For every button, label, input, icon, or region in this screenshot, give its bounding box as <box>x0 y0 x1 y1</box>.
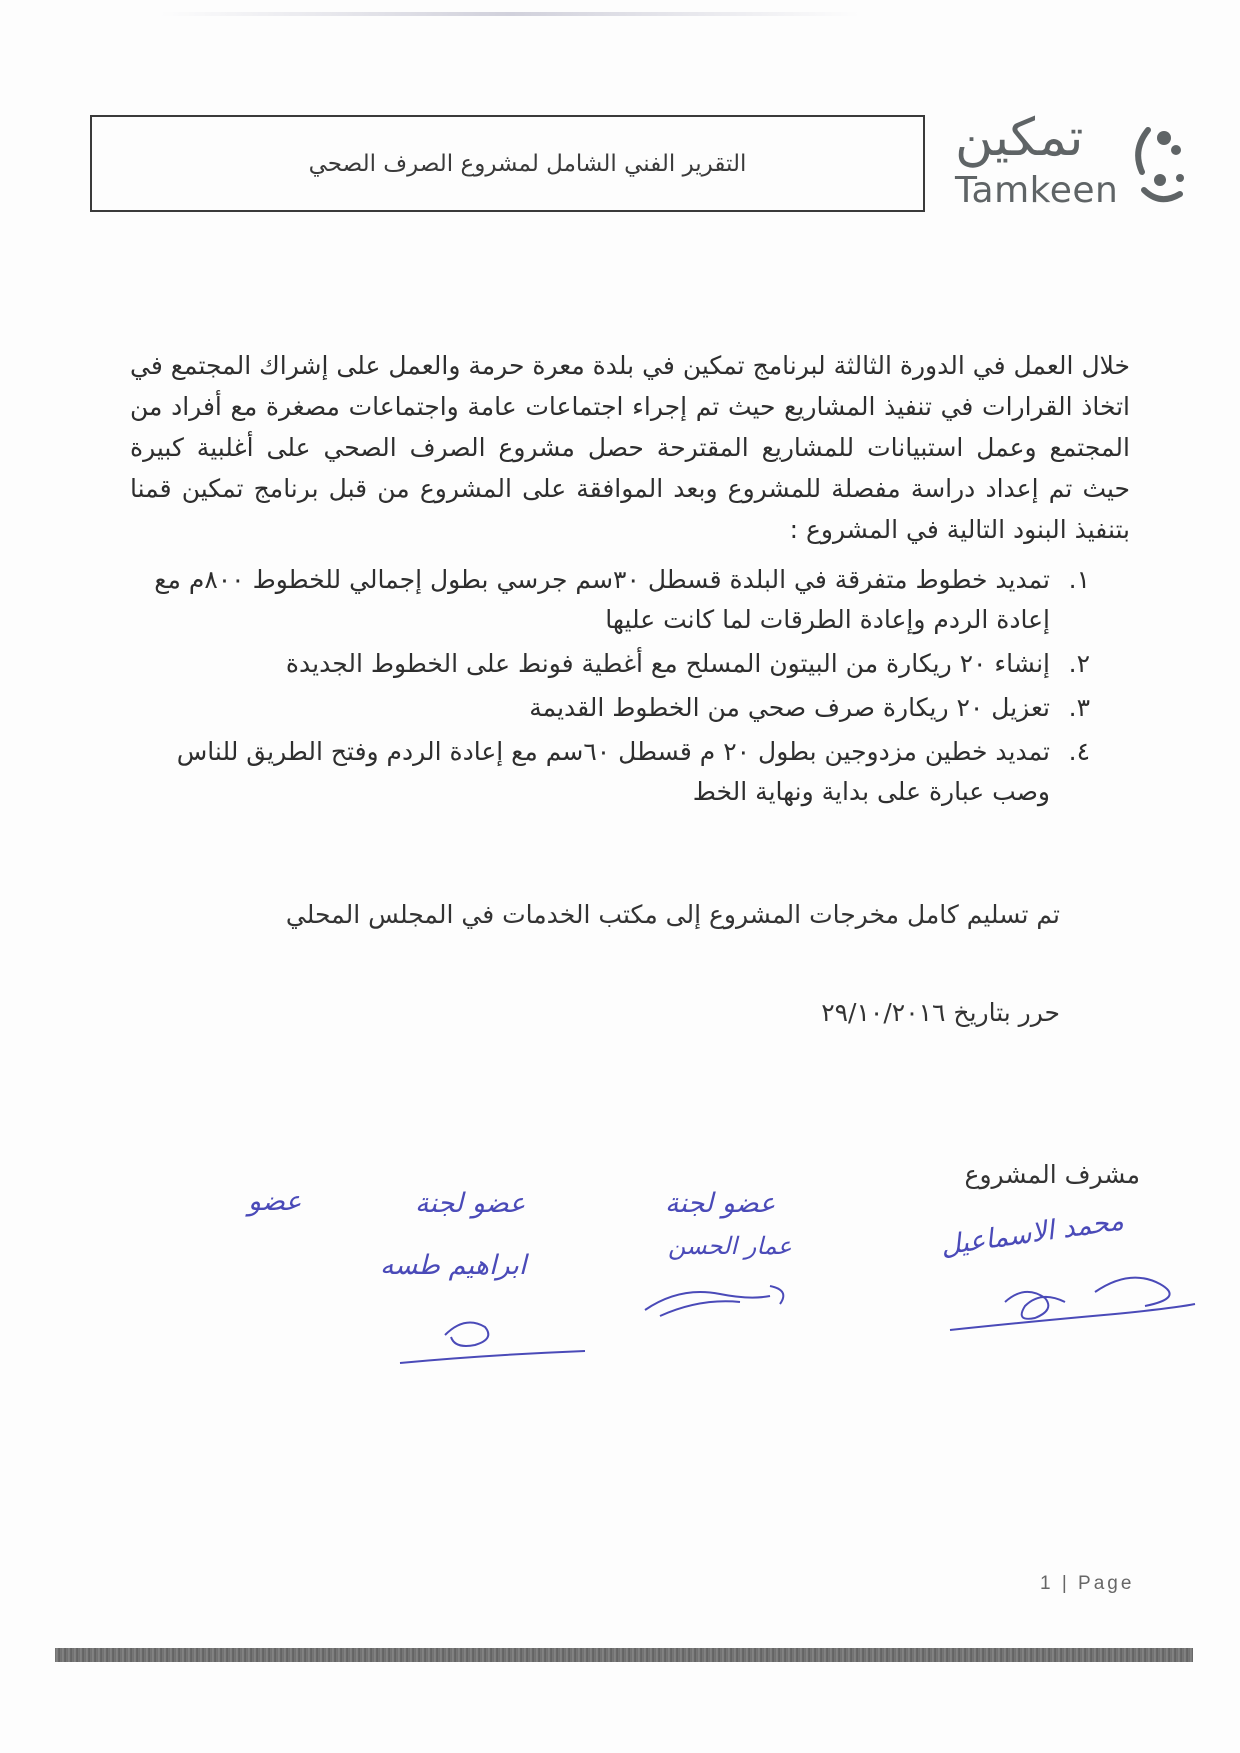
member1-title-handwritten: عضو لجنة <box>665 1188 776 1219</box>
supervisor-name-handwritten: محمد الاسماعيل <box>938 1205 1126 1262</box>
item-text: تمديد خطين مزدوجين بطول ٢٠ م قسطل ٦٠سم مع إعادة الردم وفتح الطريق للناس وصب عبارة على بداية ونهاية الخط <box>176 737 1050 806</box>
project-items-list <box>150 560 1090 816</box>
footer-bar <box>55 1648 1193 1662</box>
report-title: التقرير الفني الشامل لمشروع الصرف الصحي <box>308 150 747 177</box>
tamkeen-logo <box>950 108 1190 212</box>
item-number: ١. <box>1068 565 1090 594</box>
member1-signature-icon <box>640 1268 800 1328</box>
item-number: ٣. <box>1068 693 1090 722</box>
list-item <box>150 644 1090 684</box>
tamkeen-emblem-icon <box>1130 120 1186 212</box>
member2-title-handwritten: عضو لجنة <box>415 1188 526 1219</box>
member2-signature-icon <box>395 1305 595 1375</box>
member2-name-handwritten: ابراهيم طسه <box>380 1250 527 1281</box>
supervisor-signature-icon <box>945 1262 1205 1342</box>
list-item <box>150 688 1090 728</box>
item-text: تعزيل ٢٠ ريكارة صرف صحي من الخطوط القديمة <box>529 693 1050 722</box>
logo-arabic-text: تمكين <box>955 108 1084 168</box>
list-item <box>150 732 1090 812</box>
supervisor-label: مشرف المشروع <box>964 1160 1140 1189</box>
report-title-box <box>90 115 925 212</box>
logo-latin-text: Tamkeen <box>955 170 1119 211</box>
delivery-note: تم تسليم كامل مخرجات المشروع إلى مكتب الخدمات في المجلس المحلي <box>285 900 1060 929</box>
issue-date: حرر بتاريخ ٢٩/١٠/٢٠١٦ <box>821 998 1060 1027</box>
intro-paragraph: خلال العمل في الدورة الثالثة لبرنامج تمكين في بلدة معرة حرمة والعمل على إشراك المجتمع في اتخاذ القرارات في تنفيذ المشاريع حيث تم إجراء اجتماعات عامة واجتماعات مصغرة مع أفراد من المجتمع وعمل استبيانات للمشاريع المقترحة حصل مشروع الصرف الصحي على أغلبية كبيرة حيث تم إعداد دراسة مفصلة للمشروع وبعد الموافقة على المشروع من قبل برنامج تمكين قمنا بتنفيذ البنود التالية في المشروع : <box>130 351 1130 544</box>
list-item <box>150 560 1090 640</box>
member3-title-handwritten: عضو <box>248 1186 302 1217</box>
item-number: ٤. <box>1068 737 1090 766</box>
scan-artifact-top <box>160 12 860 16</box>
item-text: تمديد خطوط متفرقة في البلدة قسطل ٣٠سم جرسي بطول إجمالي للخطوط ٨٠٠م مع إعادة الردم وإعادة الطرقات لما كانت عليها <box>154 565 1050 634</box>
item-text: إنشاء ٢٠ ريكارة من البيتون المسلح مع أغطية فونط على الخطوط الجديدة <box>285 649 1050 678</box>
member1-name-handwritten: عمار الحسن <box>668 1232 792 1260</box>
item-number: ٢. <box>1068 649 1090 678</box>
page-number: 1 | Page <box>1040 1573 1135 1594</box>
